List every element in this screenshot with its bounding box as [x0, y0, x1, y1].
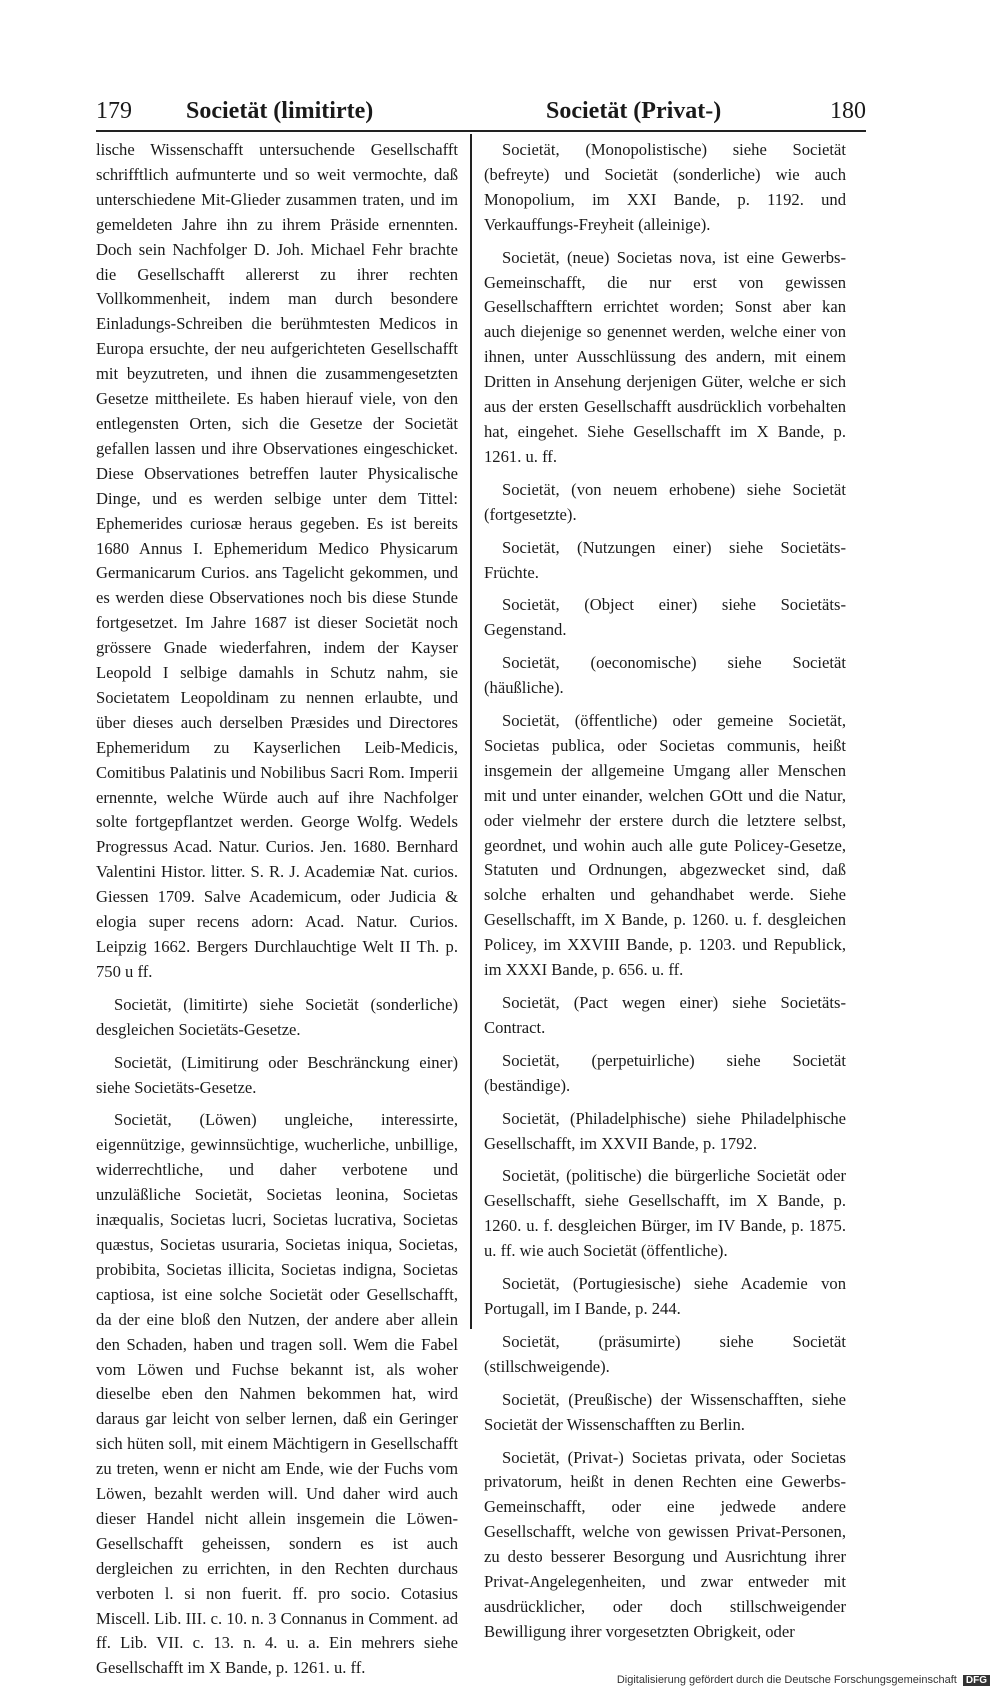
column-divider — [470, 134, 472, 1329]
page-number-right: 180 — [830, 98, 866, 124]
running-title-right: Societät (Privat-) — [546, 98, 722, 124]
digitization-credit — [580, 1674, 990, 1686]
right-paragraph: Societät, (Portugiesische) siehe Academie von Portugall, im I Bande, p. 244. — [484, 1274, 846, 1318]
right-paragraph: Societät, (Monopolistische) siehe Societät (befreyte) und Societät (sonderliche) wie auch Monopolium, im XXI Bande, p. 1192. und Verkauffungs-Freyheit (alleinige). — [484, 140, 846, 234]
left-paragraph: Societät, (limitirte) siehe Societät (sonderliche) desgleichen Societäts-Gesetze. — [96, 994, 458, 1039]
left-paragraph: Societät, (Limitirung oder Beschränckung einer) siehe Societäts-Gesetze. — [96, 1052, 458, 1097]
left-paragraph: Societät, (Löwen) ungleiche, interessirte, eigennützige, gewinnsüchtige, wucherliche, unbillige, widerrechtliche, und daher verbotene und unzuläßliche Societät, Societas leonina, Societas inæqualis, Societas lucri, Societas lucrativa, Societas quæstus, Societas usuraria, Societas iniqua, Societas, probibita, Societas illicita, Societas indigna, Societas captiosa, ist eine solche Societät oder Gesellschafft, da der eine bloß den Nutzen, der andere aber allein den Schaden, haben und tragen soll. Wem die Fabel vom Löwen und Fuchse bekannt ist, als woher dieselbe eben den Nahmen bekommen hat, wird daraus gar leicht von selber lernen, daß ein Geringer sich hüten soll, mit einem Mächtigern in Gesellschafft zu treten, wenn er nicht am Ende, wie der Fuchs vom Löwen, bezahlt werden will. Und daher wird auch dieser Handel nicht allein insgemein die Löwen-Gesellschafft geheissen, sondern es ist auch dergleichen zu errichten, in den Rechten durchaus verboten l. si non fuerit. ff. pro socio. Cotasius Miscell. Lib. III. c. 10. n. 3 Connanus in Comment. ad ff. Lib. VII. c. 13. n. 4. u. a. Ein mehrers siehe Gesellschafft im X Bande, p. 1261. u. ff. — [96, 1110, 458, 1678]
right-paragraph: Societät, (Object einer) siehe Societäts-Gegenstand. — [484, 595, 846, 640]
right-paragraph: Societät, (Preußische) der Wissenschafften, siehe Societät der Wissenschafften zu Berlin. — [484, 1389, 846, 1434]
right-paragraph: Societät, (Nutzungen einer) siehe Societäts-Früchte. — [484, 537, 846, 582]
dfg-logo: DFG — [963, 1675, 990, 1686]
left-paragraph: lische Wissenschafft untersuchende Gesellschafft schrifftlich aufmunterte und so weit vermochte, daß unterschiedene Mit-Glieder zusammen traten, und im gemeldeten Jahre ihn zu ihrem Präside ernennten. Doch sein Nachfolger D. Joh. Michael Fehr brachte die Gesellschafft allererst zu ihrer rechten Vollkommenheit, indem man durch besondere Einladungs-Schreiben die berühmtesten Medicos in Europa ersuchte, der neu aufgerichteten Gesellschafft mit beyzutreten, und ihnen die zusammengesetzten Gesetze mittheilete. Es haben hierauf viele, von den entlegensten Orten, sich die Gesetze der Societät gefallen lassen und ihre Observationes eingeschicket. Diese Observationes betreffen lauter Physicalische Dinge, und es werden selbige unter dem Tittel: Ephemerides curiosæ heraus gegeben. Es ist bereits 1680 Annus I. Ephemeridum Medico Physicarum Germanicarum Curios. ans Tagelicht gekommen, und es werden diese Observationes noch bis diese Stunde fortgesetzet. Im Jahre 1687 ist dieser Societät noch grössere Gnade wiederfahren, indem der Kayser Leopold I selbige damahls in Schutz nahm, sie Societatem Leopoldinam zu nennen erlaubte, und über dieses auch derselben Præsides und Directores Ephemeridum zu Kayserlichen Leib-Medicis, Comitibus Palatinis und Nobilibus Sacri Rom. Imperii ernennte, welche Würde auch auf ihre Nachfolger solte fortgepflantzet werden. George Wolfg. Wedels Progressus Acad. Natur. Curios. Jen. 1680. Bernhard Valentini Histor. litter. S. R. J. Academiæ Nat. curios. Giessen 1709. Salve Academicum, oder Judicia & elogia super recens adorn: Acad. Natur. Curios. Leipzig 1662. Bergers Durchlauchtige Welt II Th. p. 750 u ff. — [96, 140, 458, 981]
running-header — [96, 96, 866, 132]
right-column — [484, 138, 846, 1653]
right-paragraph: Societät, (Philadelphische) siehe Philadelphische Gesellschafft, im XXVII Bande, p. 1792. — [484, 1108, 846, 1153]
right-paragraph: Societät, (politische) die bürgerliche Societät oder Gesellschafft, siehe Gesellschafft, im X Bande, p. 1260. u. f. desgleichen Bürger, im IV Bande, p. 1875. u. ff. wie auch Societät (öffentliche). — [484, 1166, 846, 1261]
right-paragraph: Societät, (neue) Societas nova, ist eine Gewerbs-Gemeinschafft, die nur erst von gewissen Gesellschafftern errichtet worden; Sonst aber kan auch diejenige so genennet werden, welche einer von ihnen, unter Ausschlüssung des andern, mit einem Dritten in Ansehung derjenigen Güter, welche er sich aus der ersten Gesellschafft ausdrücklich vorbehalten hat, eingehet. Siehe Gesellschafft im X Bande, p. 1261. u. ff. — [484, 247, 846, 466]
right-paragraph: Societät, (von neuem erhobene) siehe Societät (fortgesetzte). — [484, 479, 846, 524]
book-page — [96, 96, 866, 1678]
right-paragraph: Societät, (präsumirte) siehe Societät (stillschweigende). — [484, 1331, 846, 1376]
right-paragraph: Societät, (Privat-) Societas privata, oder Societas privatorum, heißt in denen Rechten eine Gewerbs-Gemeinschafft, oder eine jedwede andere Gesellschafft, welche von gewissen Privat-Personen, zu desto besserer Besorgung und Ausrichtung ihrer Privat-Angelegenheiten, und zwar entweder mit ausdrücklicher, oder doch stillschweigender Bewilligung ihrer vorgesetzten Obrigkeit, oder — [484, 1447, 846, 1641]
right-paragraph: Societät, (öffentliche) oder gemeine Societät, Societas publica, oder Societas communis, heißt insgemein der allgemeine Umgang aller Menschen mit und unter einander, welchen GOtt und die Natur, oder vielmehr der erstere durch die letztere selbst, geordnet, und wohin auch alle gute Policey-Gesetze, Statuten und Ordnungen, abgezwecket sind, daß solche erhalten und gehandhabet werde. Siehe Gesellschafft, im X Bande, p. 1260. u. f. desgleichen Policey, im XXVIII Bande, p. 1203. und Republick, im XXXI Bande, p. 656. u. ff. — [484, 711, 846, 980]
right-paragraph: Societät, (perpetuirliche) siehe Societät (beständige). — [484, 1050, 846, 1095]
header-rule — [96, 130, 866, 132]
right-paragraph: Societät, (Pact wegen einer) siehe Societäts-Contract. — [484, 993, 846, 1037]
page-number-left: 179 — [96, 98, 132, 124]
right-paragraph: Societät, (oeconomische) siehe Societät (häußliche). — [484, 653, 846, 698]
left-column — [96, 138, 458, 1689]
credit-text: Digitalisierung gefördert durch die Deutsche Forschungsgemeinschaft — [616, 1674, 957, 1686]
running-title-left: Societät (limitirte) — [186, 98, 374, 124]
